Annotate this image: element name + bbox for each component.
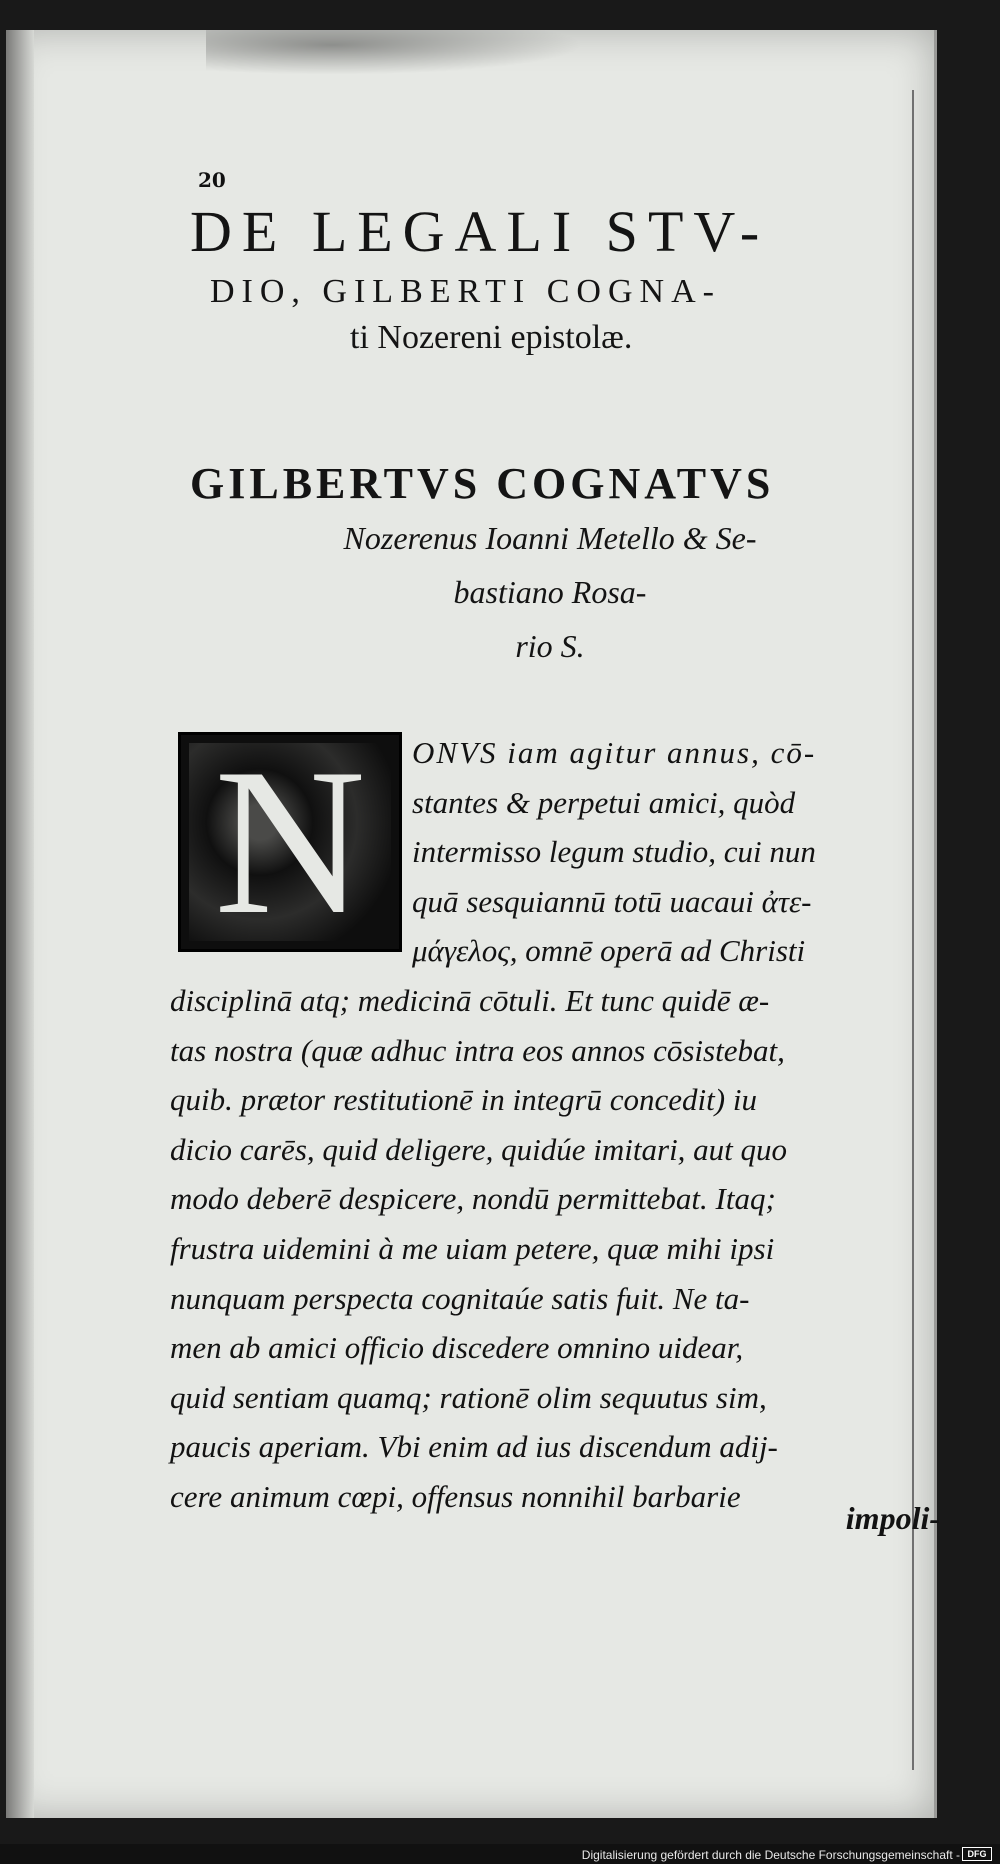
heading-line: rio S. — [515, 628, 585, 664]
text-line: modo deberē despicere, nondū permittebat. Itaq; — [170, 1181, 776, 1217]
title-line: ti Nozereni epistolæ. — [350, 319, 633, 356]
text-line: men ab amici officio discedere omnino uidear, — [170, 1330, 744, 1366]
text-line: disciplinā atq; medicinā cōtuli. Et tunc quidē æ- — [170, 982, 770, 1018]
footer-bar — [0, 1844, 1000, 1864]
ink-smudge — [206, 30, 626, 80]
text-line: dicio carēs, quid deligere, quidúe imitari, aut quo — [170, 1131, 788, 1167]
title-line: DE LEGALI STV- — [190, 199, 770, 264]
page-title — [190, 198, 890, 357]
body-text — [170, 728, 882, 1522]
text-line: intermisso legum studio, cui nun — [412, 834, 816, 870]
text-line: nunquam perspecta cognitaúe satis fuit. Ne ta- — [170, 1280, 750, 1316]
text-line: quid sentiam quamq; rationē olim sequutus sim, — [170, 1379, 767, 1415]
title-line: DIO, GILBERTI COGNA- — [210, 273, 721, 310]
text-line: paucis aperiam. Vbi enim ad ius discendum adij- — [170, 1429, 778, 1465]
text-line: cere animum cœpi, offensus nonnihil barbarie — [170, 1478, 741, 1514]
page-number: 20 — [198, 168, 226, 192]
heading-line: bastiano Rosa- — [453, 574, 647, 610]
text-line: quib. prætor restitutionē in integrū concedit) iu — [170, 1082, 757, 1118]
text-line: ONVS iam agitur annus, cō- — [412, 735, 817, 770]
heading-line: Nozerenus Ioanni Metello & Se- — [343, 520, 757, 556]
dfg-logo: DFG — [962, 1847, 992, 1861]
text-line: quā sesquiannū totū uacaui ἀτε- — [412, 883, 812, 919]
letter-heading — [190, 458, 910, 671]
catchword: impoli- — [845, 1500, 940, 1536]
text-line: stantes & perpetui amici, quòd — [412, 784, 796, 820]
page-gutter — [6, 30, 34, 1818]
text-line: μάγελος, omnē operā ad Christi — [412, 933, 806, 969]
heading-name: GILBERTVS COGNATVS — [190, 459, 775, 508]
text-line: tas nostra (quæ adhuc intra eos annos cōsistebat, — [170, 1032, 785, 1068]
text-line: frustra uidemini à me uiam petere, quæ mihi ipsi — [170, 1230, 775, 1266]
footer-credit: Digitalisierung gefördert durch die Deutsche Forschungsgemeinschaft - — [581, 1848, 960, 1862]
initial-letter: N — [214, 726, 366, 958]
